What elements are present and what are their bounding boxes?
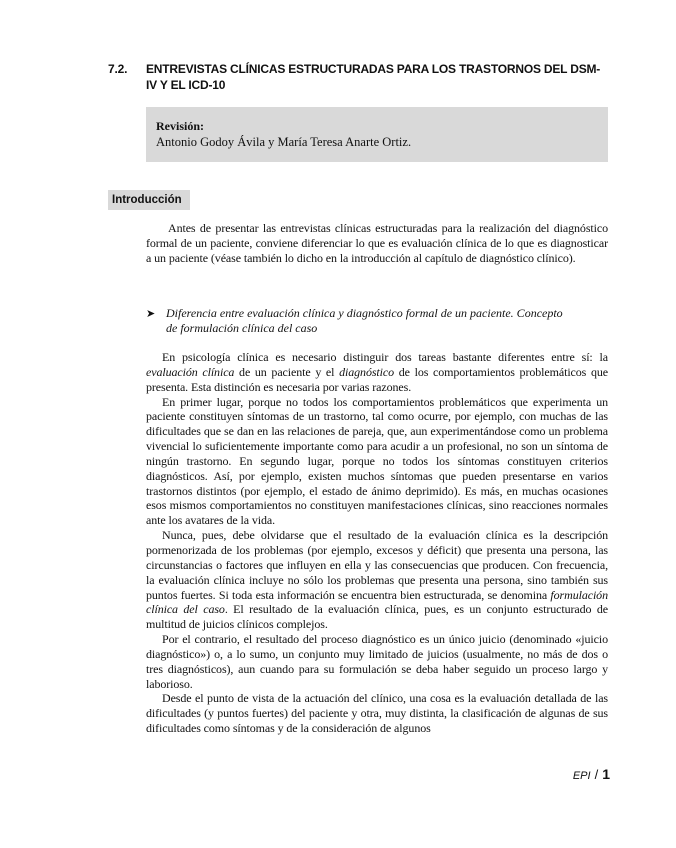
body-paragraph-2: En primer lugar, porque no todos los comportamientos problemáticos que experimenta un paciente constituyen síntomas de un trastorno, tal como ocurre, por ejemplo, con muchas de las dificultades que se dan en las relaciones de pareja, que, aun experimentándose como un problema vivencial lo suficientemente importante como para acudir a un profesional, no son un síntoma de ningún trastorno. En segundo lugar, porque no todos los síntomas constituyen criterios diagnósticos. Así, por ejemplo, existen muchos síntomas que pueden presentarse en varios trastornos distintos (por ejemplo, el estado de ánimo deprimido). Es más, en muchas ocasiones esos mismos comportamientos no constituyen manifestaciones clínicas, sino reacciones normales ante los avatares de la vida. [146, 394, 608, 528]
body-paragraph-1 [146, 350, 608, 395]
page-footer [573, 766, 610, 784]
revision-authors: Antonio Godoy Ávila y María Teresa Anarte Ortiz. [156, 135, 412, 149]
revision-label: Revisión: [156, 119, 204, 133]
body-p1-text-a: En psicología clínica es necesario distinguir dos tareas bastante diferentes entre sí: la [162, 350, 608, 364]
body-p1-text-c: de los comportamientos problemáticos que presenta. Esta distinción es necesaria por varias razones. [146, 364, 608, 394]
body-p3-emphasis: formulación clínica del caso [146, 587, 608, 617]
body-paragraph-3 [146, 528, 608, 632]
footer-separator: / [594, 767, 599, 782]
body-p3-text-b: . El resultado de la evaluación clínica, pues, es un conjunto estructurado de multitud de juicios clínicos complejos. [146, 602, 608, 632]
footer-journal: EPI [572, 770, 591, 782]
body-p1-text-b: de un paciente y el [234, 364, 340, 379]
body-p1-emphasis-1: evaluación clínica [146, 364, 235, 379]
subheading-line-1: Diferencia entre evaluación clínica y diagnóstico formal de un paciente. Concepto [166, 306, 563, 320]
arrow-bullet-icon: ➤ [146, 307, 156, 320]
chapter-number: 7.2. [108, 62, 128, 76]
body-p1-emphasis-2: diagnóstico [339, 364, 395, 379]
section-heading-introduccion: Introducción [108, 190, 190, 210]
subheading [146, 306, 608, 336]
subheading-line-2: de formulación clínica del caso [166, 321, 318, 335]
body-paragraph-5: Desde el punto de vista de la actuación del clínico, una cosa es la evaluación detallada de las dificultades (y puntos fuertes) del paciente y otra, muy distinta, la clasificación de algunas de sus dificultades como síntomas y de la consideración de algunos [146, 691, 608, 736]
body-paragraph-4: Por el contrario, el resultado del proceso diagnóstico es un único juicio (denominado «juicio diagnóstico») o, a lo sumo, un conjunto muy limitado de juicios (usualmente, no más de dos o tres diagnósticos), aun cuando para su formulación se deba haber seguido un proceso largo y laborioso. [146, 632, 608, 691]
chapter-title: ENTREVISTAS CLÍNICAS ESTRUCTURADAS PARA LOS TRASTORNOS DEL DSM-IV Y EL ICD-10 [146, 62, 601, 92]
revision-box [146, 107, 608, 162]
body-p3-text-a: Nunca, pues, debe olvidarse que el resultado de la evaluación clínica es la descripción pormenorizada de los problemas (por ejemplo, excesos y déficit) que presenta una persona, las circunstancias o factores que influyen en ella y las consecuencias que producen. Con frecuencia, la evaluación clínica incluye no sólo los problemas que presenta una persona, sino también sus puntos fuertes. Si toda esta información se encuentra bien estructurada, se denomina [146, 528, 608, 602]
page-number: 1 [602, 766, 610, 782]
intro-paragraph: Antes de presentar las entrevistas clínicas estructuradas para la realización del diagnóstico formal de un paciente, conviene diferenciar lo que es evaluación clínica de lo que es diagnosticar a un paciente (véase también lo dicho en la introducción al capítulo de diagnóstico clínico). [146, 221, 608, 266]
body-text [146, 350, 608, 736]
